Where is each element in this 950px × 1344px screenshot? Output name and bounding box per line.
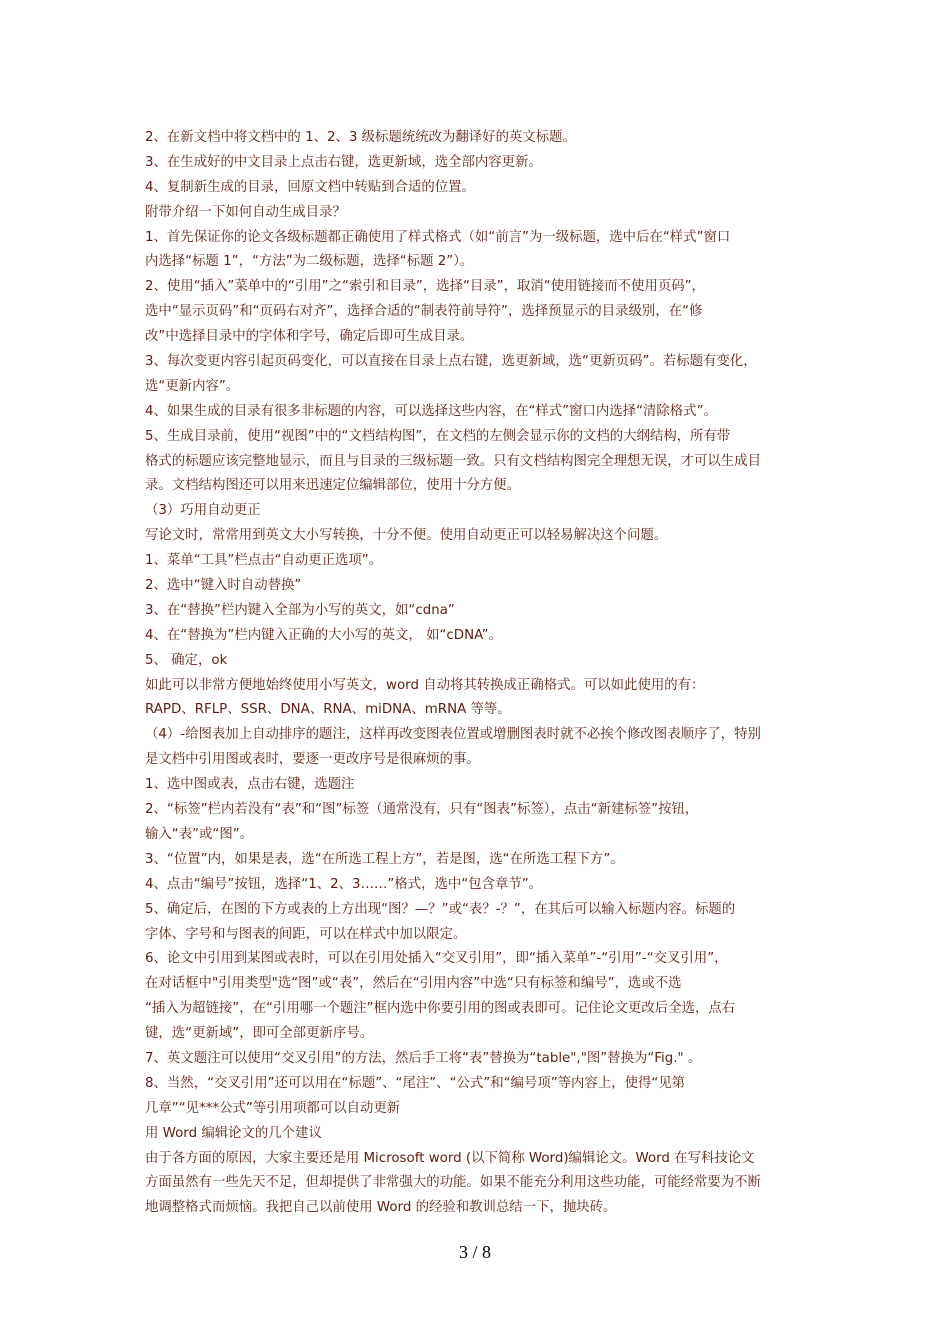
text-line: 字体、字号和与图表的间距，可以在样式中加以限定。 [145,926,467,942]
text-line: （4）-给图表加上自动排序的题注，这样再改变图表位置或增删图表时就不必挨个修改图表顺序了，特别 [145,727,761,743]
text-line: 写论文时，常常用到英文大小写转换，十分不便。使用自动更正可以轻易解决这个问题。 [145,528,668,544]
text-line: 方面虽然有一些先天不足，但却提供了非常强大的功能。如果不能充分利用这些功能，可能经常要为不断 [145,1175,761,1191]
text-line: 输入“表”或“图”。 [145,826,254,842]
text-line: 由于各方面的原因，大家主要还是用 Microsoft word (以下简称 Word)编辑论文。Word 在写科技论文 [145,1150,755,1166]
text-line: 1、菜单“工具”栏点击“自动更正选项”。 [145,553,383,569]
text-line: 3、在生成好的中文目录上点击右键，选更新域，选全部内容更新。 [145,154,542,170]
text-line: 1、选中图或表，点击右键，选题注 [145,777,355,793]
text-line: 2、选中“键入时自动替换” [145,578,302,594]
text-line: 5、确定后，在图的下方或表的上方出现“图？—？”或“表？-？”，在其后可以输入标题内容。标题的 [145,901,736,917]
text-line: RAPD、RFLP、SSR、DNA、RNA、miDNA、mRNA 等等。 [145,702,511,718]
text-line: “插入为超链接”，在“引用哪一个题注”框内选中你要引用的图或表即可。记住论文更改后全选，点右 [145,1001,736,1017]
text-line: 录。文档结构图还可以用来迅速定位编辑部位，使用十分方便。 [145,478,520,494]
text-line: 3、“位置”内，如果是表，选“在所选工程上方”，若是图，选“在所选工程下方”。 [145,851,624,867]
text-line: 2、在新文档中将文档中的 1、2、3 级标题统统改为翻译好的英文标题。 [145,130,576,145]
text-line: 选中“显示页码”和“页码右对齐”，选择合适的“制表符前导符”，选择预显示的目录级别，在“修 [145,304,703,320]
text-line: 3、每次变更内容引起页码变化，可以直接在目录上点右键，选更新域，选“更新页码”。若标题有变化， [145,354,757,370]
text-line: 4、复制新生成的目录，回原文档中转贴到合适的位置。 [145,179,475,195]
text-line: （3）巧用自动更正 [145,503,261,519]
text-line: 用 Word 编辑论文的几个建议 [145,1125,322,1141]
text-line: 4、在“替换为”栏内键入正确的大小写的英文， 如“cDNA”。 [145,627,502,643]
text-line: 如此可以非常方便地始终使用小写英文，word 自动将其转换成正确格式。可以如此使用的有： [145,677,705,693]
text-line: 3、在“替换”栏内键入全部为小写的英文，如“cdna” [145,602,455,618]
text-line: 2、“标签”栏内若没有“表”和“图”标签（通常没有，只有“图表”标签），点击“新建标签”按钮， [145,802,699,818]
text-line: 选“更新内容”。 [145,378,240,394]
text-line: 格式的标题应该完整地显示，而且与目录的三级标题一致。只有文档结构图完全理想无误，才可以生成目 [145,453,761,469]
text-line: 内选择“标题 1”，“方法”为二级标题，选择“标题 2”）。 [145,254,474,270]
text-line: 7、英文题注可以使用“交叉引用”的方法，然后手工将“表”替换为“table","图”替换为“Fig." 。 [145,1050,702,1066]
text-line: 4、点击“编号”按钮，选择“1、2、3……”格式，选中“包含章节”。 [145,876,543,892]
text-line: 改”中选择目录中的字体和字号，确定后即可生成目录。 [145,329,474,345]
text-line: 在对话框中"引用类型"选“图”或“表”，然后在“引用内容”中选“只有标签和编号”，选或不选 [145,976,682,992]
text-line: 6、论文中引用到某图或表时，可以在引用处插入“交叉引用”，即“插入菜单”-“引用”-“交叉引用”， [145,951,728,967]
text-line: 几章”“见***公式”等引用项都可以自动更新 [145,1100,401,1116]
text-line: 键，选“更新域”，即可全部更新序号。 [145,1026,374,1042]
text-line: 5、 确定，ok [145,652,228,668]
text-line: 地调整格式而烦恼。我把自己以前使用 Word 的经验和教训总结一下，抛块砖。 [145,1200,617,1216]
text-line: 2、使用“插入”菜单中的“引用”之“索引和目录”，选择“目录”，取消“使用链接而不使用页码”， [145,279,705,295]
text-line: 1、首先保证你的论文各级标题都正确使用了样式格式（如“前言”为一级标题，选中后在“样式”窗口 [145,229,731,245]
text-line: 是文档中引用图或表时，要逐一更改序号是很麻烦的事。 [145,752,480,768]
page-number: 3 / 8 [458,1242,491,1262]
document-body [145,126,815,1221]
text-line: 5、生成目录前，使用“视图”中的“文档结构图”，在文档的左侧会显示你的文档的大纲结构，所有带 [145,428,731,444]
text-line: 4、如果生成的目录有很多非标题的内容，可以选择这些内容，在“样式”窗口内选择“清除格式”。 [145,403,717,419]
text-line: 8、当然，“交叉引用”还可以用在“标题”、“尾注”、“公式”和“编号项”等内容上，使得“见第 [145,1075,686,1091]
text-line: 附带介绍一下如何自动生成目录？ [145,204,346,220]
